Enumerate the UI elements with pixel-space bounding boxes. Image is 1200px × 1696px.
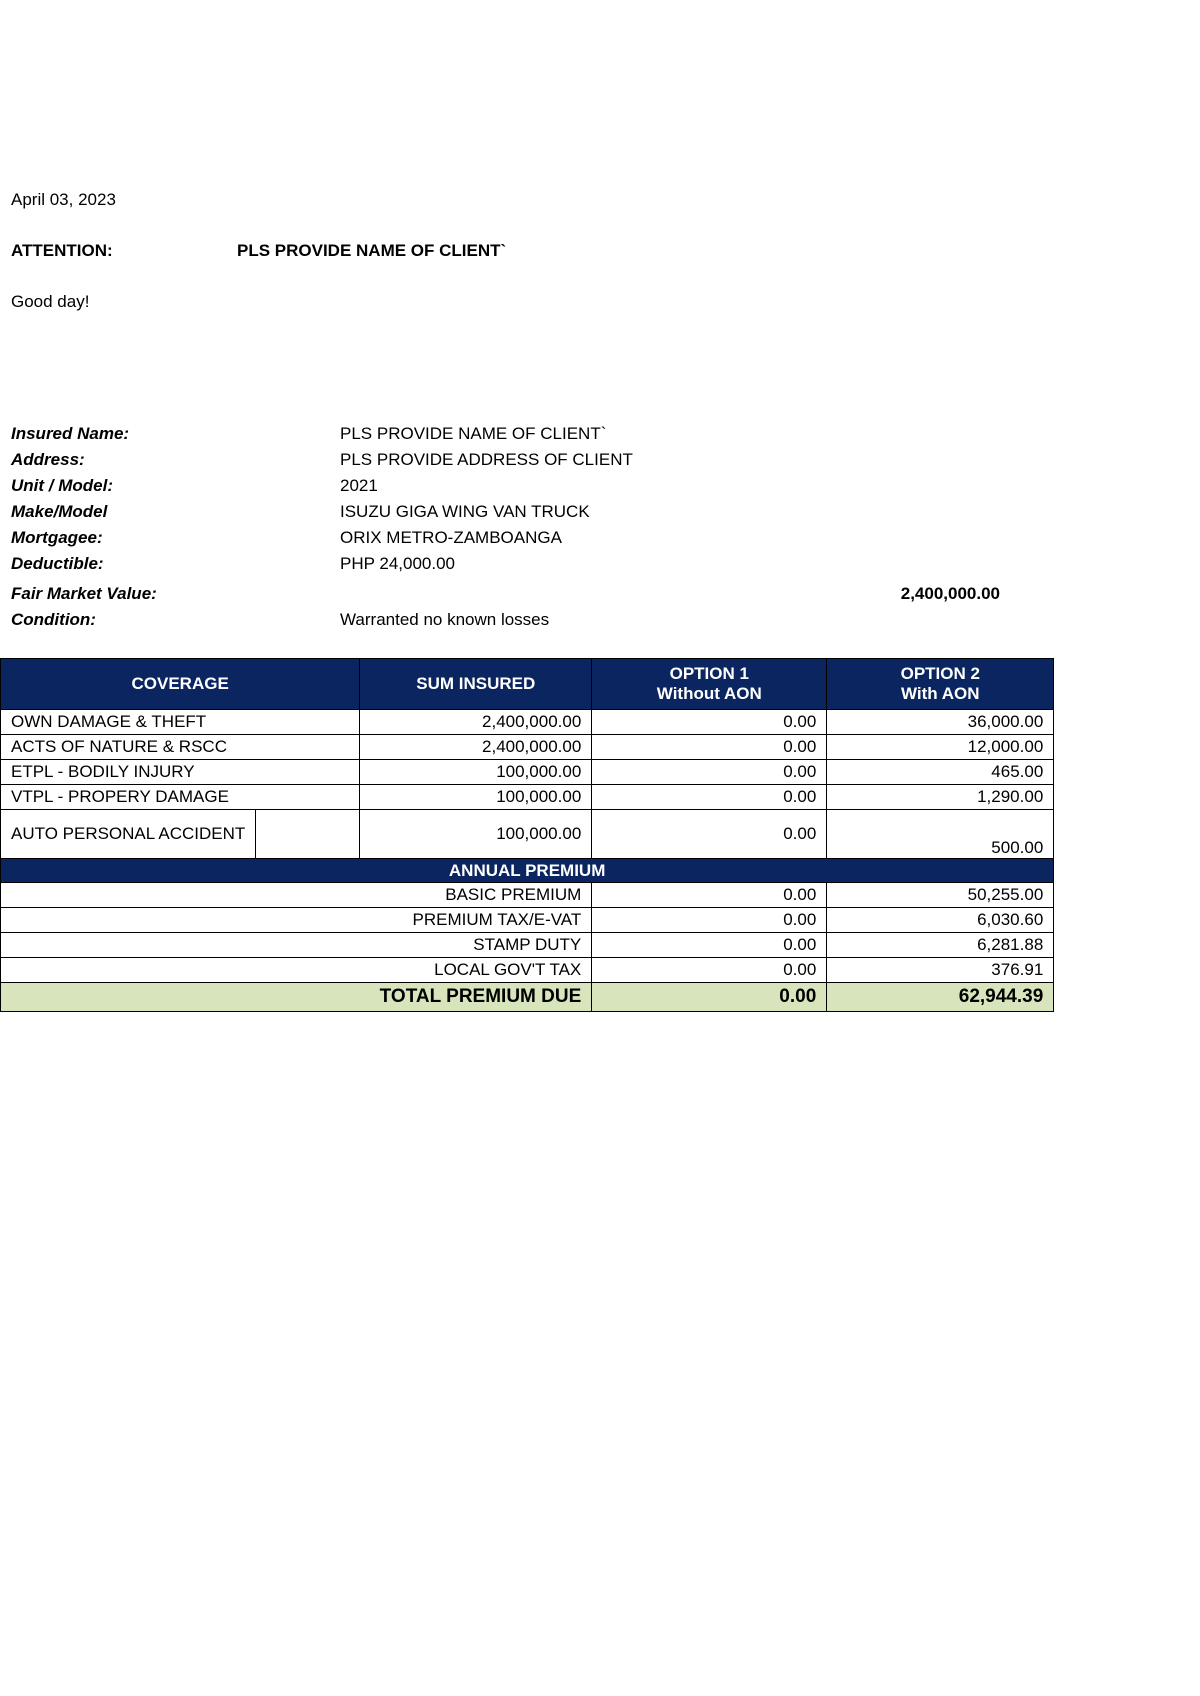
deductible-label: Deductible: [11,554,104,573]
premium-table [0,658,1054,1012]
total-option2: 62,944.39 [827,983,1054,1012]
insured-name-value: PLS PROVIDE NAME OF CLIENT` [340,424,607,443]
option2-cell: 376.91 [827,958,1054,983]
empty-cell [256,810,360,859]
option2-cell: 36,000.00 [827,710,1054,735]
option2-header [827,659,1054,710]
option2-cell: 6,281.88 [827,933,1054,958]
option1-cell: 0.00 [592,735,827,760]
option2-cell: 6,030.60 [827,908,1054,933]
premium-label: PREMIUM TAX/E-VAT [1,908,592,933]
address-value: PLS PROVIDE ADDRESS OF CLIENT [340,450,633,469]
unit-model-value: 2021 [340,476,378,495]
premium-row [1,883,1054,908]
condition-label: Condition: [11,610,96,629]
deductible-value: PHP 24,000.00 [340,554,455,573]
option1-cell: 0.00 [592,908,827,933]
option2-cell: 12,000.00 [827,735,1054,760]
attention-label: ATTENTION: [11,241,113,260]
make-model-label: Make/Model [11,502,108,521]
option1-cell: 0.00 [592,710,827,735]
sum-insured-header: SUM INSURED [360,659,592,710]
premium-row [1,958,1054,983]
coverage-cell: OWN DAMAGE & THEFT [1,710,360,735]
sum-insured-cell: 100,000.00 [360,785,592,810]
premium-label: BASIC PREMIUM [1,883,592,908]
condition-value: Warranted no known losses [340,610,550,629]
letter-date: April 03, 2023 [11,190,116,209]
coverage-cell: VTPL - PROPERY DAMAGE [1,785,360,810]
unit-model-label: Unit / Model: [11,476,113,495]
sum-insured-cell: 100,000.00 [360,810,592,859]
option1-cell: 0.00 [592,810,827,859]
sum-insured-cell: 2,400,000.00 [360,710,592,735]
option1-cell: 0.00 [592,958,827,983]
sum-insured-cell: 2,400,000.00 [360,735,592,760]
option1-cell: 0.00 [592,760,827,785]
table-row [1,810,1054,859]
premium-label: LOCAL GOV'T TAX [1,958,592,983]
option1-cell: 0.00 [592,883,827,908]
mortgagee-label: Mortgagee: [11,528,103,547]
premium-label: STAMP DUTY [1,933,592,958]
insured-name-label: Insured Name: [11,424,130,443]
option2-cell: 500.00 [827,810,1054,859]
option2-subtitle: With AON [901,684,980,703]
annual-premium-section [1,859,1054,883]
fair-market-label: Fair Market Value: [11,584,157,603]
fair-market-value: 2,400,000.00 [900,584,1000,603]
option1-subtitle: Without AON [656,684,762,703]
option2-cell: 1,290.00 [827,785,1054,810]
option1-title: OPTION 1 [669,664,749,683]
sum-insured-cell: 100,000.00 [360,760,592,785]
total-label: TOTAL PREMIUM DUE [1,983,592,1012]
coverage-cell: ETPL - BODILY INJURY [1,760,360,785]
premium-row [1,933,1054,958]
table-row [1,735,1054,760]
section-title: ANNUAL PREMIUM [1,859,1054,883]
option2-cell: 465.00 [827,760,1054,785]
option1-cell: 0.00 [592,785,827,810]
option2-cell: 50,255.00 [827,883,1054,908]
option1-cell: 0.00 [592,933,827,958]
option1-header [592,659,827,710]
table-row [1,785,1054,810]
coverage-header: COVERAGE [1,659,360,710]
table-row [1,710,1054,735]
coverage-cell: ACTS OF NATURE & RSCC [1,735,360,760]
mortgagee-value: ORIX METRO-ZAMBOANGA [340,528,562,547]
address-label: Address: [11,450,85,469]
total-row [1,983,1054,1012]
greeting: Good day! [11,292,90,311]
table-row [1,760,1054,785]
total-option1: 0.00 [592,983,827,1012]
coverage-cell: AUTO PERSONAL ACCIDENT [1,810,256,859]
make-model-value: ISUZU GIGA WING VAN TRUCK [340,502,590,521]
table-header-row [1,659,1054,710]
attention-value: PLS PROVIDE NAME OF CLIENT` [237,241,507,260]
premium-row [1,908,1054,933]
option2-title: OPTION 2 [900,664,980,683]
